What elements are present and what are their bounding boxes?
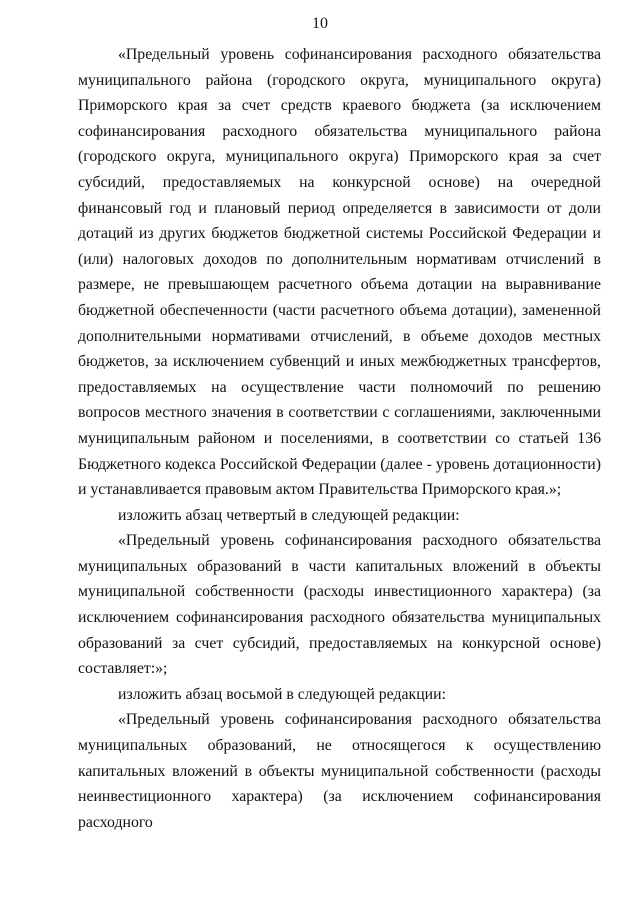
paragraph-5-quoted-amendment: «Предельный уровень софинансирования расходного обязательства муниципальных образований, не относящегося к осуществлению капитальных вложений в объекты муниципальной собственности (расходы неинвестиционного характера) (за исключением софинансирования расходного xyxy=(78,711,601,831)
document-body xyxy=(78,42,601,835)
paragraph-1-quoted-amendment: «Предельный уровень софинансирования расходного обязательства муниципального района (городского округа, муниципального округа) Приморского края за счет средств краевого бюджета (за исключением софинансирования расходного обязательства муниципального района (городского округа, муниципального округа) Приморского края за счет субсидий, предоставляемых на конкурсной основе) на очередной финансовый год и плановый период определяется в зависимости от доли дотаций из других бюджетов бюджетной системы Российской Федерации и (или) налоговых доходов по дополнительным нормативам отчислений в размере, не превышающем расчетного объема дотации на выравнивание бюджетной обеспеченности (части расчетного объема дотации), замененной дополнительными нормативами отчислений, в объеме доходов местных бюджетов, за исключением субвенций и иных межбюджетных трансфертов, предоставляемых на осуществление части полномочий по решению вопросов местного значения в соответствии с соглашениями, заключенными муниципальным районом и поселениями, в соответствии со статьей 136 Бюджетного кодекса Российской Федерации (далее - уровень дотационности) и устанавливается правовым актом Правительства Приморского края.»; xyxy=(78,46,601,499)
page-number: 10 xyxy=(312,15,328,32)
paragraph-4-instruction: изложить абзац восьмой в следующей редакции: xyxy=(118,685,446,703)
paragraph-2-instruction: изложить абзац четвертый в следующей редакции: xyxy=(118,506,460,524)
paragraph-3-quoted-amendment: «Предельный уровень софинансирования расходного обязательства муниципальных образований в части капитальных вложений в объекты муниципальной собственности (расходы инвестиционного характера) (за исключением софинансирования расходного обязательства муниципальных образований за счет субсидий, предоставляемых на конкурсной основе) составляет:»; xyxy=(78,532,601,678)
